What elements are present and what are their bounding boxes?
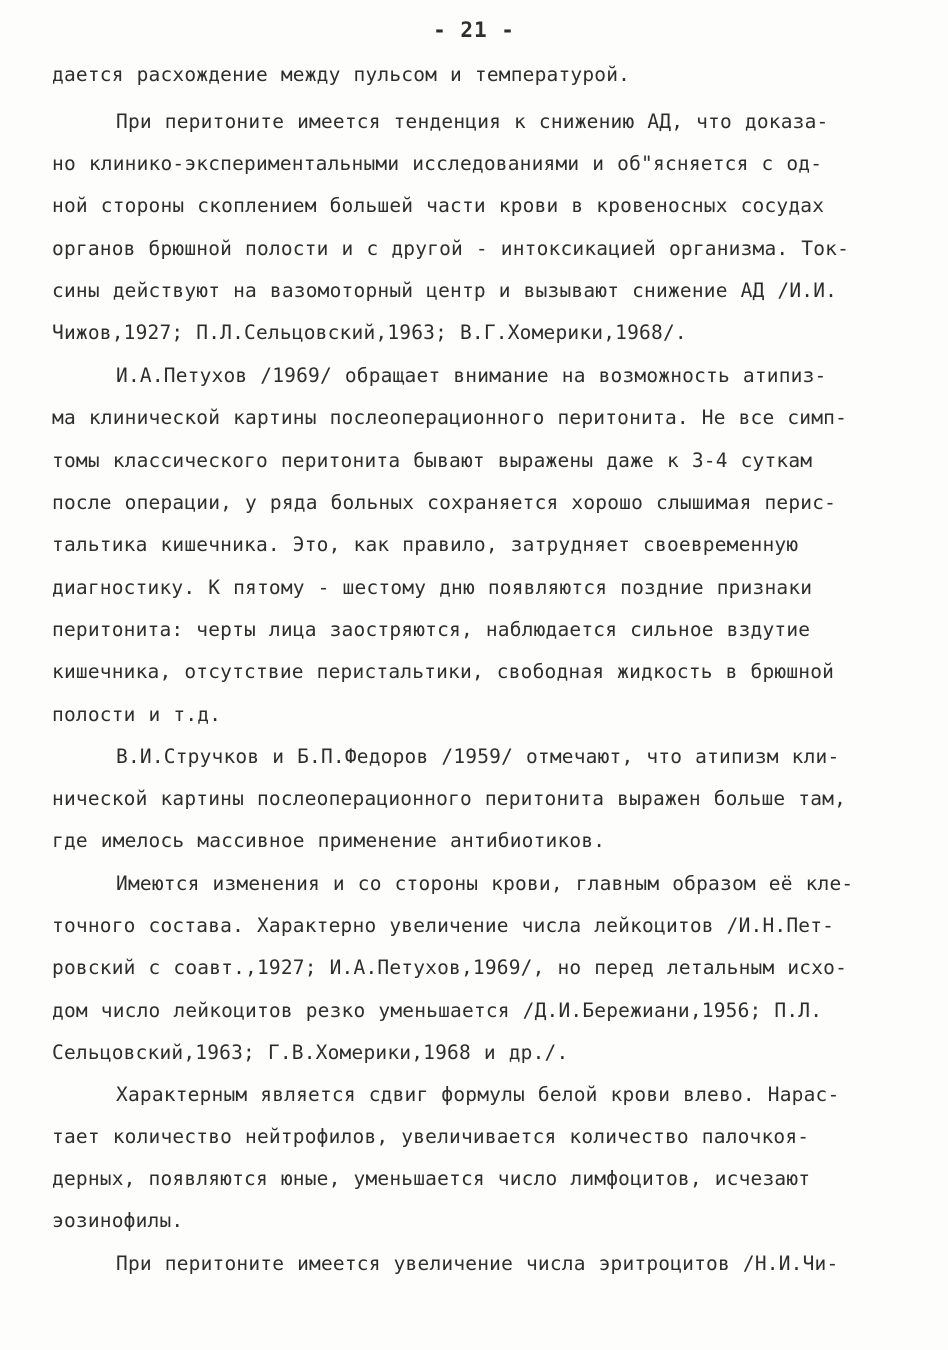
text-line: В.И.Стручков и Б.П.Федоров /1959/ отмечают, что атипизм кли- — [116, 745, 840, 768]
text-line: где имелось массивное применение антибиотиков. — [52, 829, 606, 852]
page-number: - 21 - — [433, 18, 515, 42]
text-line: тальтика кишечника. Это, как правило, затрудняет своевременную — [52, 533, 799, 556]
text-line: кишечника, отсутствие перистальтики, свободная жидкость в брюшной — [52, 660, 835, 683]
text-line: При перитоните имеется тенденция к снижению АД, что доказа- — [116, 110, 829, 133]
text-line: Чижов,1927; П.Л.Сельцовский,1963; В.Г.Хомерики,1968/. — [52, 321, 687, 344]
text-line: перитонита: черты лица заостряются, наблюдается сильное вздутие — [52, 618, 811, 641]
text-line: ной стороны скоплением большей части крови в кровеносных сосудах — [52, 194, 825, 217]
text-line: ма клинической картины послеоперационного перитонита. Не все симп- — [52, 406, 848, 429]
text-line: диагностику. К пятому - шестому дню появляются поздние признаки — [52, 576, 813, 599]
text-line: дается расхождение между пульсом и температурой. — [52, 63, 631, 86]
text-line: дерных, появляются юные, уменьшается число лимфоцитов, исчезают — [52, 1167, 811, 1190]
text-line: нической картины послеоперационного перитонита выражен больше там, — [52, 787, 847, 810]
text-line: точного состава. Характерно увеличение числа лейкоцитов /И.Н.Пет- — [52, 914, 835, 937]
text-line: дом число лейкоцитов резко уменьшается /Д.И.Бережиани,1956; П.Л. — [52, 999, 823, 1022]
text-line: Имеются изменения и со стороны крови, главным образом её кле- — [116, 872, 854, 895]
text-line: но клинико-экспериментальными исследованиями и об"ясняется с од- — [52, 152, 823, 175]
text-line: полости и т.д. — [52, 703, 222, 726]
text-line: Характерным является сдвиг формулы белой крови влево. Нарас- — [116, 1083, 840, 1106]
text-line: органов брюшной полости и с другой - интоксикацией организма. Ток- — [52, 237, 850, 260]
text-line: после операции, у ряда больных сохраняется хорошо слышимая перис- — [52, 491, 837, 514]
text-line: эозинофилы. — [52, 1209, 184, 1232]
text-line: сины действуют на вазомоторный центр и вызывают снижение АД /И.И. — [52, 279, 838, 302]
text-line: При перитоните имеется увеличение числа эритроцитов /Н.И.Чи- — [116, 1252, 839, 1275]
text-line: Сельцовский,1963; Г.В.Хомерики,1968 и др./. — [52, 1041, 569, 1064]
text-line: томы классического перитонита бывают выражены даже к 3-4 суткам — [52, 449, 813, 472]
text-line: И.А.Петухов /1969/ обращает внимание на возможность атипиз- — [116, 364, 827, 387]
text-line: ровский с соавт.,1927; И.А.Петухов,1969/, но перед летальным исхо- — [52, 956, 848, 979]
text-line: тает количество нейтрофилов, увеличивается количество палочкоя- — [52, 1125, 810, 1148]
